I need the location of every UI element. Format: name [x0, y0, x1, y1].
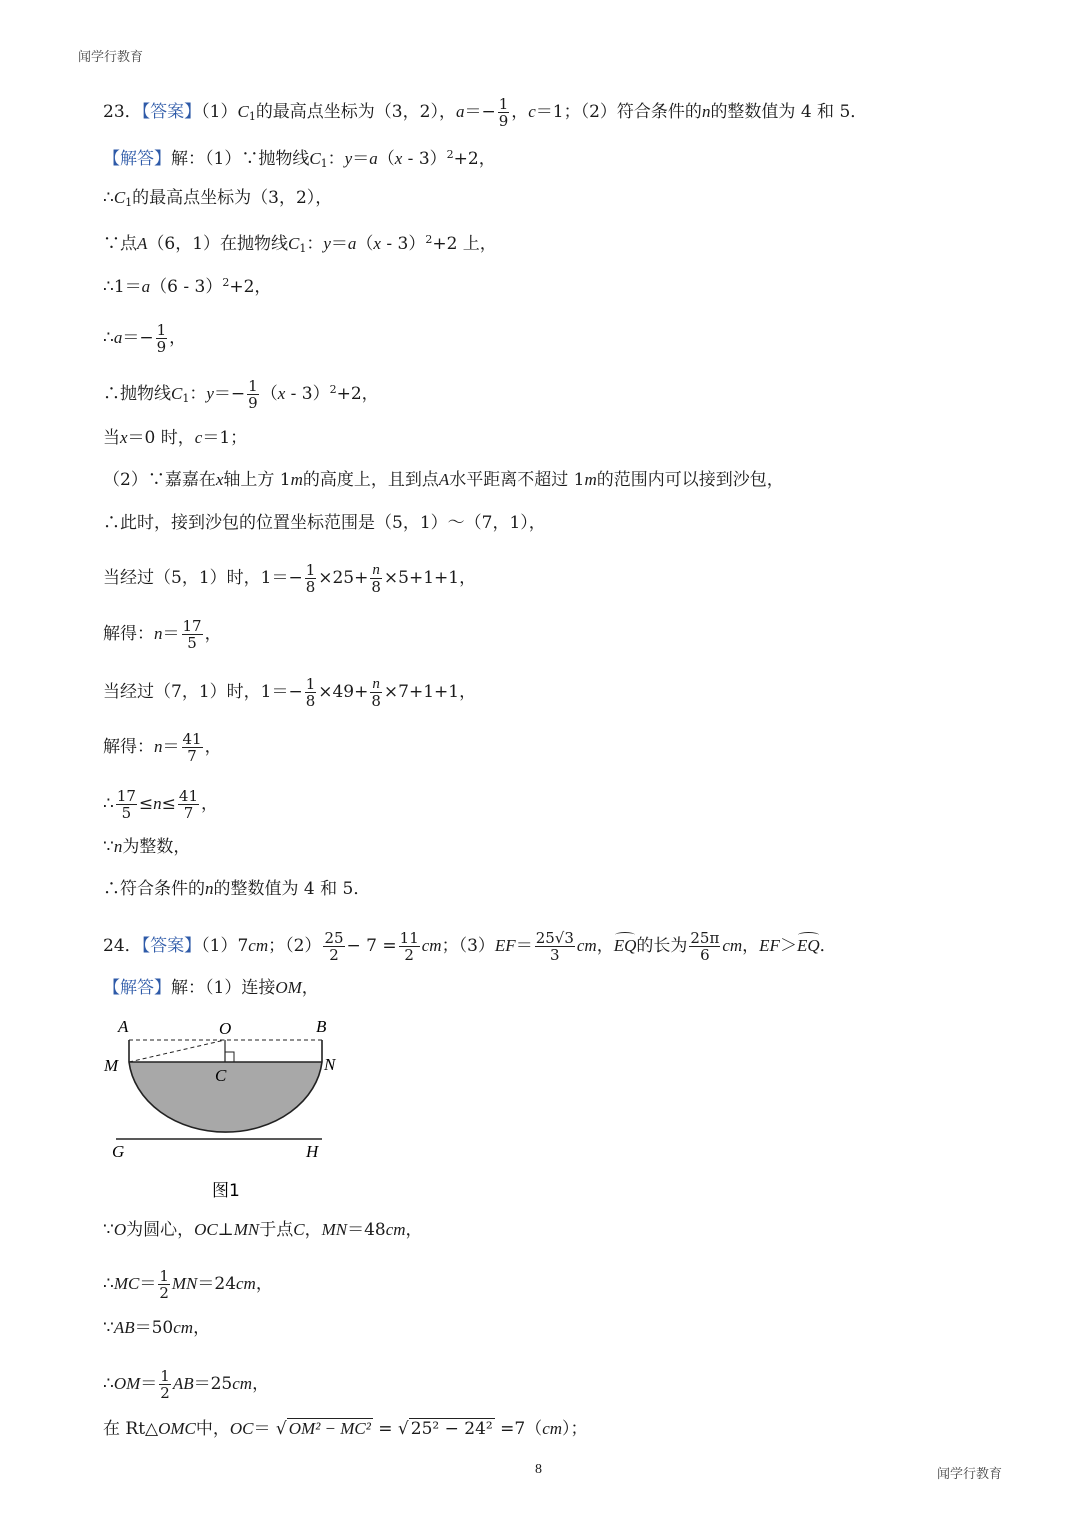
q24-solution-line-1: 【解答】解：（1）连接OM， [103, 978, 319, 998]
line-om [129, 1040, 225, 1062]
q24-solution-line-3: ∴MC＝ $\frac{1}{2}$ MN＝24cm， [103, 1267, 273, 1302]
q23-solution-line-4: ∴1＝a（6 - 3）$^2$+2， [103, 276, 272, 297]
fraction: $\frac{1}{8}$ [305, 675, 316, 710]
q23-solution-line-13: 解得：n＝ $\frac{41}{7}$ ， [103, 730, 222, 765]
arc-eq: EQ [796, 936, 820, 955]
page-number: 8 [535, 1462, 542, 1477]
q23-solution-line-7: 当x＝0 时，c＝1； [103, 428, 248, 448]
q24-solution-line-2: ∵O为圆心，OC⊥MN于点C，MN＝48cm， [103, 1220, 423, 1240]
answer-tag: 【答案】 [141, 936, 202, 956]
fraction: $\frac{17}{5}$ [182, 617, 202, 652]
fraction: $\frac{1}{9}$ [248, 377, 258, 412]
label-b: B [316, 1017, 327, 1036]
label-m: M [104, 1056, 119, 1075]
fraction: $\frac{41}{7}$ [182, 730, 202, 765]
fraction: $\frac{41}{7}$ [178, 787, 199, 822]
fraction: $\frac{1}{9}$ [498, 95, 509, 130]
q23-solution-line-15: ∵n为整数， [103, 837, 191, 857]
figure-1 [100, 1012, 340, 1202]
label-h: H [306, 1142, 319, 1161]
fraction: $\frac{n}{8}$ [371, 676, 381, 710]
q23-answer-line: 23．【答案】$(1)C_1$的最高点坐标为（3，2），a＝− $\frac{1}{9}$ ，c＝1；（2）符合条件的n的整数值为 4 和 5． [103, 95, 868, 130]
q24-answer-line: 24．【答案】（1）7cm；（2） $\frac{25}{2}$ − 7 = $\frac{11}{2}$ cm；（3）EF＝ $\frac{25√3}{3}$ cm，EQ的长为 $\frac{25\pi}{6}$ cm，EF＞EQ． [103, 929, 837, 964]
fraction: $\frac{1}{8}$ [305, 561, 316, 596]
fraction: $\frac{1}{2}$ [160, 1367, 170, 1402]
q23-solution-line-10: 当经过（5，1）时，1＝− $\frac{1}{8}$ ×25+ $\frac{n}{8}$ ×5+1+1， [103, 561, 477, 596]
label-o: O [219, 1019, 232, 1038]
fraction: $\frac{25}{2}$ [324, 929, 344, 964]
q23-solution-line-9: ∴此时，接到沙包的位置坐标范围是（5，1）～（7，1）， [103, 513, 546, 533]
q23-solution-line-6: ∴抛物线$C_1$：y＝− $\frac{1}{9}$ （x - 3）$^2$+2， [103, 377, 379, 412]
q23-solution-line-11: 解得：n＝ $\frac{17}{5}$ ， [103, 617, 222, 652]
q23-solution-line-5: ∴a＝− $\frac{1}{9}$ ， [103, 321, 187, 356]
q23-solution-line-1: 【解答】解：（1）∵抛物线$C_1$：y＝a（x - 3）$^2$+2， [103, 148, 496, 170]
q23-solution-line-16: ∴符合条件的n的整数值为 4 和 5． [103, 879, 371, 899]
solution-tag: 【解答】 [103, 978, 171, 998]
solution-tag: 【解答】 [103, 149, 171, 169]
fraction: $\frac{17}{5}$ [116, 787, 136, 822]
sqrt-radicand: 25² − 24² [410, 1419, 493, 1439]
label-g: G [112, 1142, 125, 1161]
label-a: A [118, 1017, 129, 1036]
right-angle-mark [225, 1052, 234, 1062]
page-header: 闻学行教育 [78, 50, 144, 65]
q24-solution-line-5: ∴OM＝ $\frac{1}{2}$ AB＝25cm， [103, 1367, 270, 1402]
fraction: $\frac{25√3}{3}$ [535, 929, 574, 964]
label-c: C [215, 1066, 227, 1085]
q24-solution-line-4: ∵AB＝50cm， [103, 1318, 211, 1338]
answer-tag: 【答案】 [141, 102, 202, 122]
figure-caption: 图1 [212, 1181, 240, 1201]
fraction: $\frac{11}{2}$ [399, 929, 419, 964]
q23-solution-line-14: ∴ $\frac{17}{5}$ ≤n≤ $\frac{41}{7}$ ， [103, 787, 219, 822]
fraction: $\frac{n}{8}$ [371, 562, 381, 596]
fraction: $\frac{1}{9}$ [156, 321, 167, 356]
fraction: $\frac{1}{2}$ [159, 1267, 169, 1302]
label-n: N [324, 1055, 336, 1074]
arc-eq: EQ [613, 936, 637, 955]
q24-solution-line-6: 在 Rt△OMC中，OC＝ √ OM² − MC² = √ 25² − 24² =7（cm）； [103, 1419, 588, 1439]
footer-brand: 闻学行教育 [937, 1467, 1003, 1482]
q23-solution-line-8: （2）∵嘉嘉在x轴上方 1m的高度上，且到点A水平距离不超过 1m的范围内可以接到沙包， [103, 470, 784, 490]
q23-solution-line-12: 当经过（7，1）时，1＝− $\frac{1}{8}$ ×49+ $\frac{n}{8}$ ×7+1+1， [103, 675, 477, 710]
q23-solution-line-3: ∵点A（6，1）在抛物线$C_1$：y＝a（x - 3）$^2$+2 上， [103, 233, 497, 255]
q23-solution-line-2: $\therefore C_1$的最高点坐标为（3，2）， [103, 188, 333, 209]
fraction: $\frac{25\pi}{6}$ [690, 929, 720, 964]
sqrt-radicand: OM² − MC² [288, 1419, 371, 1438]
